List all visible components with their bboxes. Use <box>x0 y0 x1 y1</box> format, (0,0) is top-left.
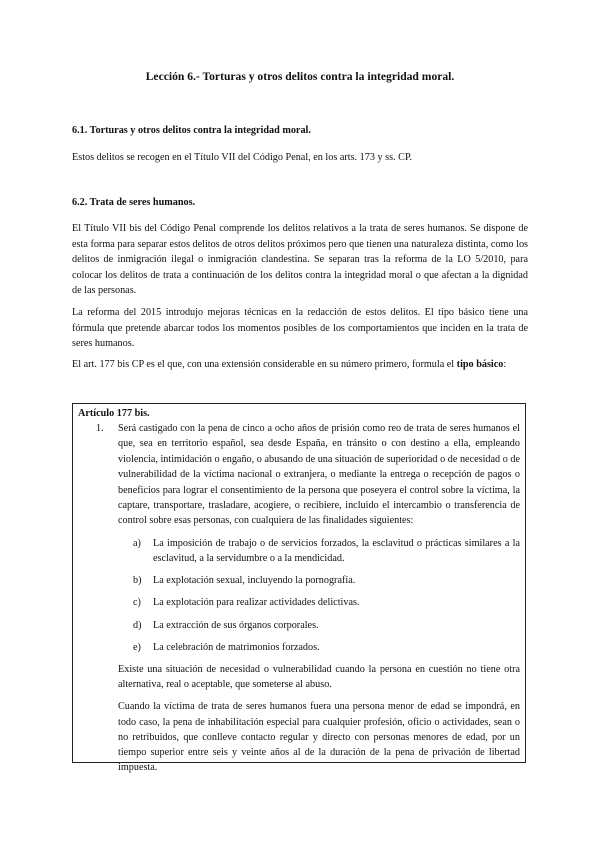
article-item-1 <box>78 421 520 529</box>
article-item-number: 1. <box>96 423 104 434</box>
section-1-heading: 6.1. Torturas y otros delitos contra la integridad moral. <box>72 125 311 136</box>
list-item-letter: a) <box>133 537 141 549</box>
paragraph-3-end: : <box>503 359 507 370</box>
list-item <box>78 618 520 633</box>
article-heading: Artículo 177 bis. <box>78 408 150 419</box>
tipo-basico-emphasis: tipo básico <box>456 359 504 370</box>
list-item-letter: b) <box>133 575 142 587</box>
list-item-letter: d) <box>133 619 142 631</box>
section-1-text: Estos delitos se recogen en el Título VII del Código Penal, en los arts. 173 y ss. CP. <box>72 152 413 163</box>
purposes-list <box>78 536 520 655</box>
page-title: Lección 6.- Torturas y otros delitos contra la integridad moral. <box>145 70 455 83</box>
list-item-text: La explotación sexual, incluyendo la pornografía. <box>153 575 356 587</box>
section-2-paragraph-3 <box>72 357 528 373</box>
list-item-text: La imposición de trabajo o de servicios forzados, la esclavitud o prácticas similares a la esclavitud, a la servidumbre o a la mendicidad. <box>153 537 520 565</box>
list-item-letter: e) <box>133 641 141 653</box>
section-2-heading: 6.2. Trata de seres humanos. <box>72 197 196 208</box>
list-item <box>78 573 520 588</box>
list-item <box>78 640 520 655</box>
paragraph-3-start: El art. 177 bis CP es el que, con una extensión considerable en su número primero, formula el <box>72 359 457 370</box>
section-2-paragraph-1: El Título VII bis del Código Penal comprende los delitos relativos a la trata de seres humanos. Se dispone de esta forma para separar estos delitos de otros delitos próximos pero que tienen una naturaleza distinta, como los delitos de inmigración ilegal o inmigración clandestina. Se separan tras la reforma de la LO 5/2010, para colocar los delitos de trata a continuación de los delitos contra la integridad moral o que afectan a la dignidad de las personas. <box>72 223 528 297</box>
article-item-text: Será castigado con la pena de cinco a ocho años de prisión como reo de trata de seres humanos el que, sea en territorio español, sea desde España, en tránsito o con destino a ella, empleando violencia, intimidación o engaño, o abusando de una situación de superioridad o de necesidad o de vulnerabilidad de la víctima nacional o extranjera, o mediante la entrega o recepción de pagos o beneficios para lograr el consentimiento de la persona que poseyera el control sobre la víctima, la captare, transportare, trasladare, acogiere, o recibiere, incluido el intercambio o transferencia de control sobre esas personas, con cualquiera de las finalidades siguientes: <box>118 423 520 527</box>
list-item-text: La explotación para realizar actividades delictivas. <box>153 597 360 609</box>
minor-victim-paragraph: Cuando la víctima de trata de seres humanos fuera una persona menor de edad se impondrá, en todo caso, la pena de inhabilitación especial para cualquier profesión, oficio o actividades, sean o no retribuidos, que conlleve contacto regular y directo con personas menores de edad, por un tiempo superior entre seis y veinte años al de la duración de la pena de privación de libertad impuesta. <box>118 701 520 774</box>
section-2-paragraph-2: La reforma del 2015 introdujo mejoras técnicas en la redacción de estos delitos. El tipo básico tiene una fórmula que pretende abarcar todos los momentos posibles de los comportamientos que inciden en la trata de seres humanos. <box>72 307 528 350</box>
list-item-text: La extracción de sus órganos corporales. <box>153 619 319 631</box>
list-item-letter: c) <box>133 597 141 609</box>
list-item <box>78 595 520 610</box>
article-quote-box <box>72 403 526 774</box>
list-item-text: La celebración de matrimonios forzados. <box>153 641 320 653</box>
vulnerability-paragraph: Existe una situación de necesidad o vulnerabilidad cuando la persona en cuestión no tiene otra alternativa, real o aceptable, que someterse al abuso. <box>118 664 520 691</box>
list-item <box>78 536 520 566</box>
